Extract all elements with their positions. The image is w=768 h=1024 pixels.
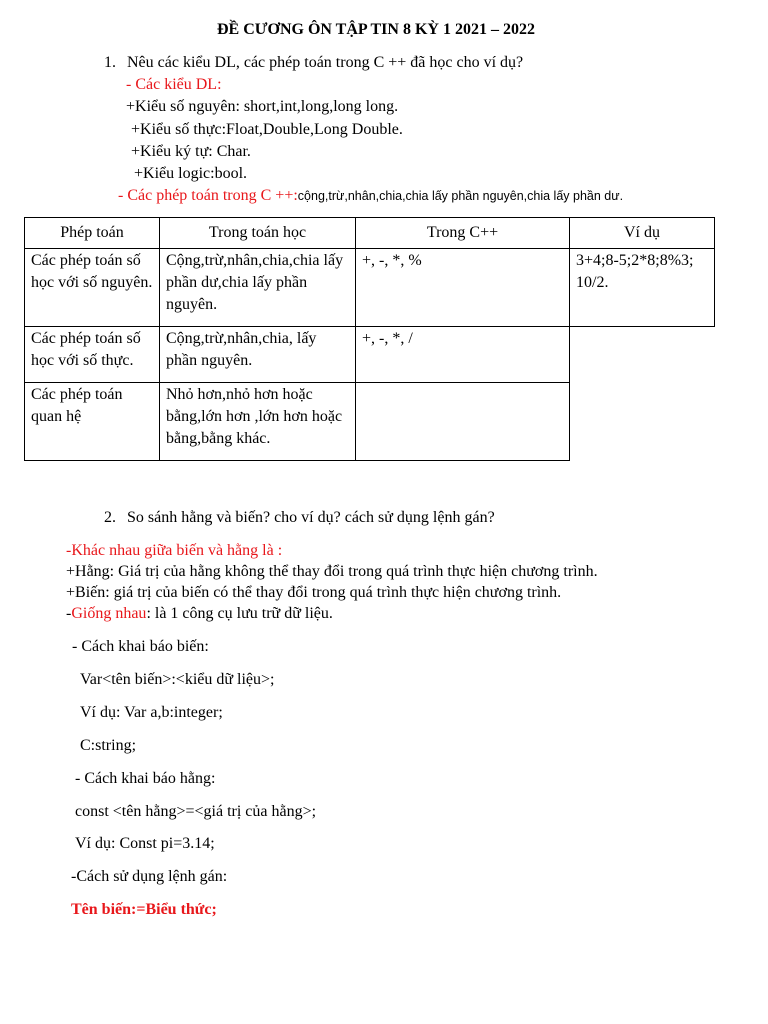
table-cell xyxy=(570,383,715,461)
page-title: ĐỀ CƯƠNG ÔN TẬP TIN 8 KỲ 1 2021 – 2022 xyxy=(217,21,535,38)
variable-declaration-heading: - Cách khai báo biến: xyxy=(72,638,209,655)
operators-table xyxy=(24,217,715,461)
table-cell: +, -, *, / xyxy=(356,327,570,383)
constant-declaration-heading: - Cách khai báo hằng: xyxy=(75,770,216,787)
similarity-label: Giống nhau xyxy=(71,605,147,622)
question-1-number: 1. xyxy=(104,54,116,71)
operators-line xyxy=(118,186,623,206)
variable-example-2: C:string; xyxy=(80,737,137,754)
table-cell xyxy=(356,383,570,461)
operators-heading: - Các phép toán trong C ++: xyxy=(118,187,298,204)
similarity-prefix: - xyxy=(66,605,72,622)
data-type-real: +Kiểu số thực:Float,Double,Long Double. xyxy=(131,121,403,138)
table-header-cell: Ví dụ xyxy=(570,218,715,249)
question-2-text: So sánh hằng và biến? cho ví dụ? cách sử dụng lệnh gán? xyxy=(127,509,495,526)
data-type-logic: +Kiểu logic:bool. xyxy=(134,165,248,182)
table-cell: Các phép toán quan hệ xyxy=(25,383,160,461)
data-types-heading: - Các kiểu DL: xyxy=(126,76,222,93)
constant-example: Ví dụ: Const pi=3.14; xyxy=(75,835,215,852)
table-header-cell: Trong toán học xyxy=(160,218,356,249)
question-2-number: 2. xyxy=(104,509,116,526)
table-cell: +, -, *, % xyxy=(356,249,570,327)
table-row xyxy=(25,327,715,383)
question-1-text: Nêu các kiểu DL, các phép toán trong C ++ đã học cho ví dụ? xyxy=(127,54,524,71)
table-cell: Các phép toán số học với số nguyên. xyxy=(25,249,160,327)
table-cell: Cộng,trừ,nhân,chia,chia lấy phần dư,chia lấy phần nguyên. xyxy=(160,249,356,327)
table-cell: 3+4;8-5;2*8;8%3; 10/2. xyxy=(570,249,715,327)
table-row xyxy=(25,383,715,461)
table-cell: Các phép toán số học với số thực. xyxy=(25,327,160,383)
table-cell xyxy=(570,327,715,383)
similarity-line xyxy=(66,604,333,624)
variable-example: Ví dụ: Var a,b:integer; xyxy=(80,704,223,721)
data-type-char: +Kiểu ký tự: Char. xyxy=(131,143,251,160)
table-row xyxy=(25,249,715,327)
assignment-syntax: Tên biến:=Biểu thức; xyxy=(71,901,217,918)
difference-heading: -Khác nhau giữa biến và hằng là : xyxy=(66,542,283,559)
data-type-integer: +Kiểu số nguyên: short,int,long,long long. xyxy=(126,98,399,115)
variable-declaration-syntax: Var<tên biến>:<kiểu dữ liệu>; xyxy=(80,671,275,688)
difference-constant: +Hằng: Giá trị của hằng không thể thay đổi trong quá trình thực hiện chương trình. xyxy=(66,563,598,580)
table-header-row xyxy=(25,218,715,249)
difference-variable: +Biến: giá trị của biến có thể thay đổi trong quá trình thực hiện chương trình. xyxy=(66,584,562,601)
similarity-text: : là 1 công cụ lưu trữ dữ liệu. xyxy=(146,605,333,622)
operators-list: cộng,trừ,nhân,chia,chia lấy phần nguyên,chia lấy phần dư. xyxy=(297,189,624,203)
assignment-heading: -Cách sử dụng lệnh gán: xyxy=(71,868,228,885)
constant-declaration-syntax: const <tên hằng>=<giá trị của hằng>; xyxy=(75,803,317,820)
table-cell: Cộng,trừ,nhân,chia, lấy phần nguyên. xyxy=(160,327,356,383)
table-header-cell: Trong C++ xyxy=(356,218,570,249)
table-cell: Nhỏ hơn,nhỏ hơn hoặc bằng,lớn hơn ,lớn hơn hoặc bằng,bằng khác. xyxy=(160,383,356,461)
table-header-cell: Phép toán xyxy=(25,218,160,249)
